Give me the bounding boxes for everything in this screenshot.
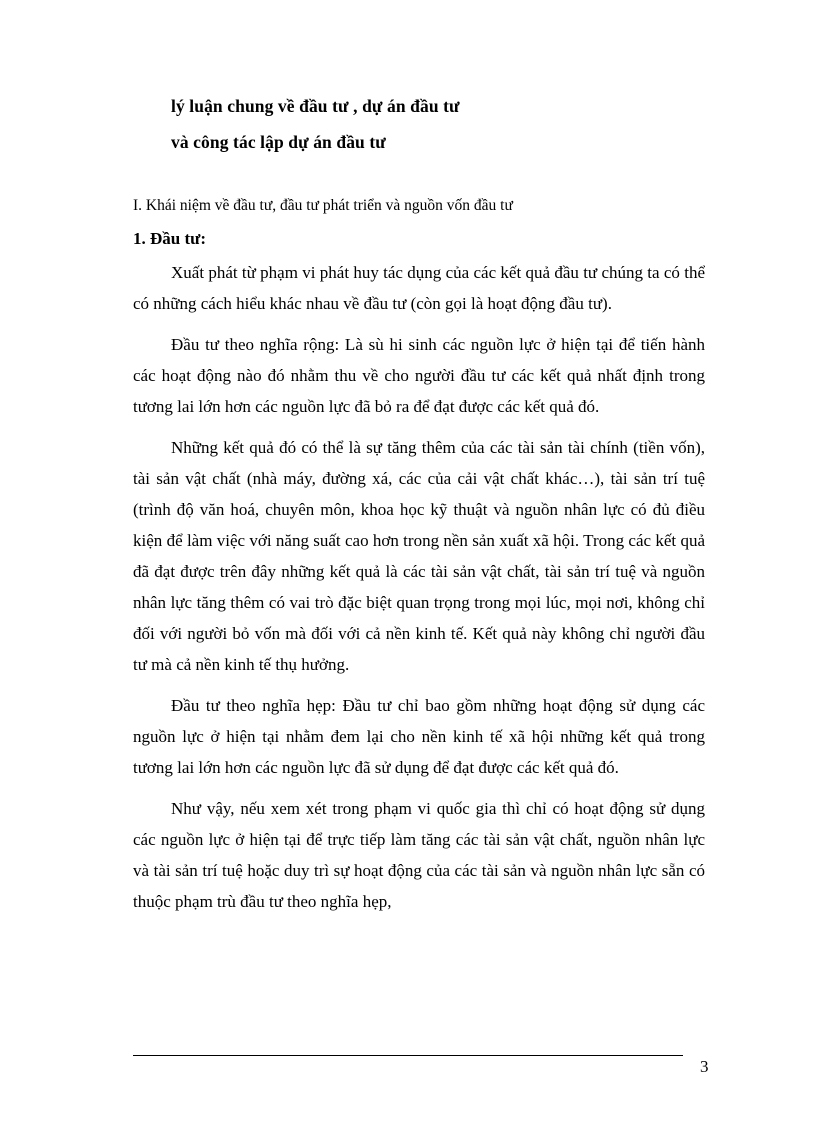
paragraph-2: Đầu tư theo nghĩa rộng: Là sù hi sinh các nguồn lực ở hiện tại để tiến hành các hoạt động nào đó nhằm thu về cho người đầu tư các kết quả nhất định trong tương lai lớn hơn các nguồn lực đã bỏ ra để đạt được các kết quả đó. [133, 335, 705, 416]
subsection-heading: 1. Đầu tư: [133, 229, 207, 248]
paragraph-5: Như vậy, nếu xem xét trong phạm vi quốc gia thì chỉ có hoạt động sử dụng các nguồn lực ở hiện tại để trực tiếp làm tăng các tài sản vật chất, nguồn nhân lực và tài sản trí tuệ hoặc duy trì sự hoạt động của các tài sản và nguồn nhân lực sẵn có thuộc phạm trù đầu tư theo nghĩa hẹp, [133, 799, 705, 911]
chapter-title-line-2: và công tác lập dự án đầu tư [171, 132, 386, 152]
page-number: 3 [700, 1057, 709, 1076]
section-heading: I. Khái niệm về đầu tư, đầu tư phát triển và nguồn vốn đầu tư [133, 197, 513, 214]
paragraph-3: Những kết quả đó có thể là sự tăng thêm của các tài sản tài chính (tiền vốn), tài sản vật chất (nhà máy, đường xá, các của cải vật chất khác…), tài sản trí tuệ (trình độ văn hoá, chuyên môn, khoa học kỹ thuật và nguồn nhân lực có đủ điều kiện để làm việc với năng suất cao hơn trong nền sản xuất xã hội. Trong các kết quả đã đạt được trên đây những kết quả là các tài sản vật chất, tài sản trí tuệ và nguồn nhân lực tăng thêm có vai trò đặc biệt quan trọng trong mọi lúc, mọi nơi, không chỉ đối với người bỏ vốn mà đối với cả nền kinh tế. Kết quả này không chỉ người đầu tư mà cả nền kinh tế thụ hưởng. [133, 438, 705, 674]
footer-divider [133, 1055, 683, 1056]
paragraph-4: Đầu tư theo nghĩa hẹp: Đầu tư chỉ bao gồm những hoạt động sử dụng các nguồn lực ở hiện tại nhằm đem lại cho nền kinh tế xã hội những kết quả trong tương lai lớn hơn các nguồn lực đã sử dụng để đạt được các kết quả đó. [133, 696, 705, 777]
body-text [133, 257, 705, 927]
chapter-title-line-1: lý luận chung về đầu tư , dự án đầu tư [171, 96, 460, 116]
paragraph-1: Xuất phát từ phạm vi phát huy tác dụng của các kết quả đầu tư chúng ta có thể có những cách hiểu khác nhau về đầu tư (còn gọi là hoạt động đầu tư). [133, 263, 705, 313]
